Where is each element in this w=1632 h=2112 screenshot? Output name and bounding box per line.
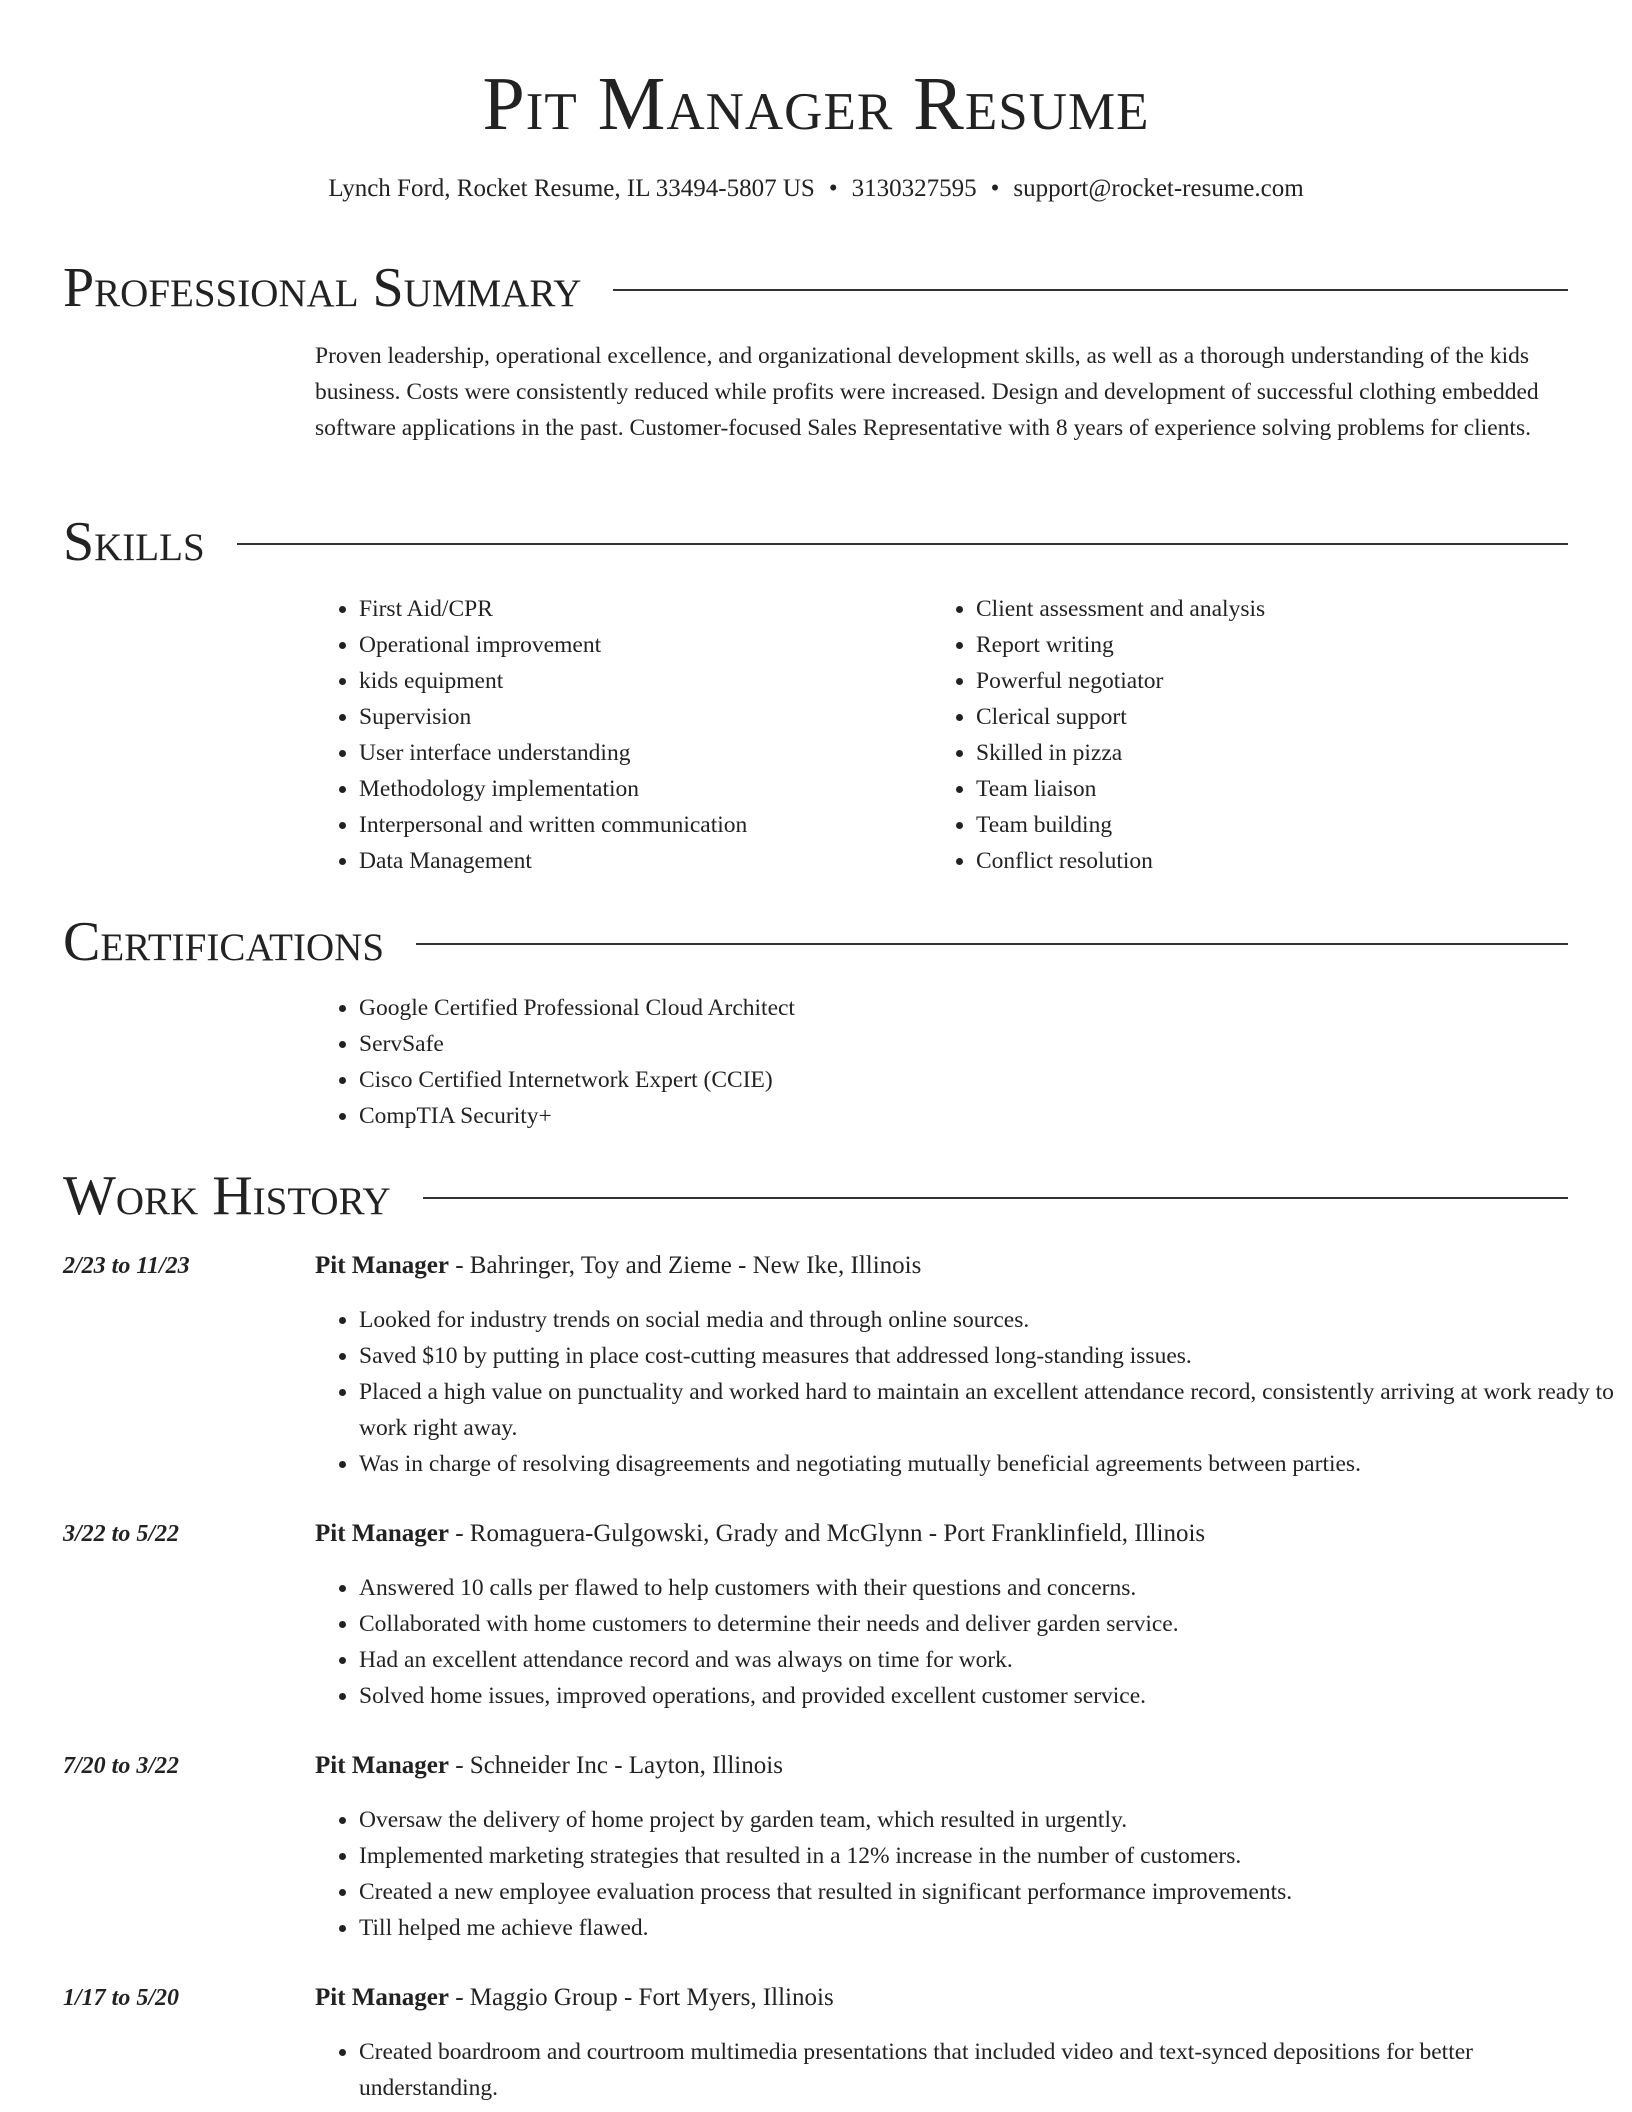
skill-item: • Client assessment and analysis <box>976 591 1492 627</box>
job-bullet: • Created a new employee evaluation process that resulted in significant performance improvements. <box>359 1874 1614 1910</box>
job-dates: 3/22 to 5/22 <box>63 1521 180 1547</box>
certification-item: • ServSafe <box>359 1026 1570 1062</box>
skill-item: • Interpersonal and written communication <box>359 807 875 843</box>
job-title-line <box>315 1982 834 2014</box>
job-bullet: • Saved $10 by putting in place cost-cutting measures that addressed long-standing issues. <box>359 1338 1614 1374</box>
job-dates: 7/20 to 3/22 <box>63 1753 180 1779</box>
job-bullet: • Oversaw the delivery of home project by garden team, which resulted in urgently. <box>359 1802 1614 1838</box>
job-title-line <box>315 1750 783 1782</box>
job-bullet: • Collaborated with home customers to determine their needs and deliver garden service. <box>359 1606 1614 1642</box>
skill-item: • Report writing <box>976 627 1492 663</box>
section-heading-skills <box>63 510 1568 574</box>
job-title: Pit Manager <box>315 1520 449 1547</box>
skill-item: • Operational improvement <box>359 627 875 663</box>
section-heading-certifications <box>63 910 1568 974</box>
skills-column-left <box>315 591 875 879</box>
resume-title: Pit Manager Resume <box>482 62 1150 146</box>
job-bullet: • Had an excellent attendance record and was always on time for work. <box>359 1642 1614 1678</box>
certification-item: • Google Certified Professional Cloud Architect <box>359 990 1570 1026</box>
contact-email: support@rocket-resume.com <box>1013 175 1304 202</box>
skill-item: • Clerical support <box>976 699 1492 735</box>
job-employer-location: - Romaguera-Gulgowski, Grady and McGlynn - Port Franklinfield, Illinois <box>448 1520 1206 1547</box>
job-title: Pit Manager <box>315 1252 449 1279</box>
certification-item: • Cisco Certified Internetwork Expert (CCIE) <box>359 1062 1570 1098</box>
skills-list-left <box>315 591 875 879</box>
section-heading-work-history <box>63 1164 1568 1228</box>
skill-item: • User interface understanding <box>359 735 875 771</box>
job-bullet: • Answered 10 calls per flawed to help customers with their questions and concerns. <box>359 1570 1614 1606</box>
section-title-work-history: Work History <box>63 1165 391 1227</box>
skills-column-right <box>932 591 1492 879</box>
job-title-line <box>315 1518 1205 1550</box>
section-title-skills: Skills <box>63 511 205 573</box>
job-bullet: • Was in charge of resolving disagreements and negotiating mutually beneficial agreements between parties. <box>359 1446 1614 1482</box>
job-bullet: • Till helped me achieve flawed. <box>359 1910 1614 1946</box>
contact-separator: • <box>828 175 838 202</box>
section-title-certifications: Certifications <box>63 911 385 973</box>
job-bullets <box>315 1570 1614 1714</box>
job-title: Pit Manager <box>315 1752 449 1779</box>
skill-item: • Data Management <box>359 843 875 879</box>
certifications-list <box>315 990 1570 1134</box>
section-heading-summary <box>63 256 1568 320</box>
job-bullets <box>315 1302 1614 1482</box>
contact-separator: • <box>990 175 1000 202</box>
skill-item: • kids equipment <box>359 663 875 699</box>
section-divider <box>416 943 1568 945</box>
job-bullet: • Solved home issues, improved operations, and provided excellent customer service. <box>359 1678 1614 1714</box>
job-dates: 1/17 to 5/20 <box>63 1985 180 2011</box>
skill-item: • Powerful negotiator <box>976 663 1492 699</box>
skill-item: • First Aid/CPR <box>359 591 875 627</box>
section-title-summary: Professional Summary <box>63 257 582 319</box>
job-title: Pit Manager <box>315 1984 449 2011</box>
skill-item: • Team liaison <box>976 771 1492 807</box>
job-employer-location: - Maggio Group - Fort Myers, Illinois <box>448 1984 834 2011</box>
job-employer-location: - Schneider Inc - Layton, Illinois <box>448 1752 783 1779</box>
job-bullet: • Implemented marketing strategies that resulted in a 12% increase in the number of customers. <box>359 1838 1614 1874</box>
skill-item: • Skilled in pizza <box>976 735 1492 771</box>
skill-item: • Conflict resolution <box>976 843 1492 879</box>
job-bullets <box>315 2034 1614 2106</box>
contact-line <box>0 174 1632 204</box>
job-title-line <box>315 1250 921 1282</box>
skills-list-right <box>932 591 1492 879</box>
contact-address: Lynch Ford, Rocket Resume, IL 33494-5807 US <box>328 175 815 202</box>
job-bullet: • Placed a high value on punctuality and worked hard to maintain an excellent attendance record, consistently arriving at work ready to work right away. <box>359 1374 1614 1446</box>
job-bullets <box>315 1802 1614 1946</box>
skill-item: • Methodology implementation <box>359 771 875 807</box>
skill-item: • Supervision <box>359 699 875 735</box>
section-divider <box>423 1197 1568 1199</box>
contact-phone: 3130327595 <box>851 175 977 202</box>
job-bullet: • Created boardroom and courtroom multimedia presentations that included video and text-synced depositions for better understanding. <box>359 2034 1614 2106</box>
certification-item: • CompTIA Security+ <box>359 1098 1570 1134</box>
skill-item: • Team building <box>976 807 1492 843</box>
certifications-block <box>315 990 1570 1134</box>
job-bullet: • Looked for industry trends on social media and through online sources. <box>359 1302 1614 1338</box>
section-divider <box>237 543 1568 545</box>
summary-text: Proven leadership, operational excellence, and organizational development skills, as well as a thorough understanding of the kids business. Costs were consistently reduced while profits were increased. Design and development of successful clothing embedded software applications in the past. Customer-focused Sales Representative with 8 years of experience solving problems for clients. <box>315 343 1539 441</box>
job-dates: 2/23 to 11/23 <box>63 1253 190 1279</box>
job-employer-location: - Bahringer, Toy and Zieme - New Ike, Illinois <box>448 1252 922 1279</box>
section-divider <box>613 289 1568 291</box>
